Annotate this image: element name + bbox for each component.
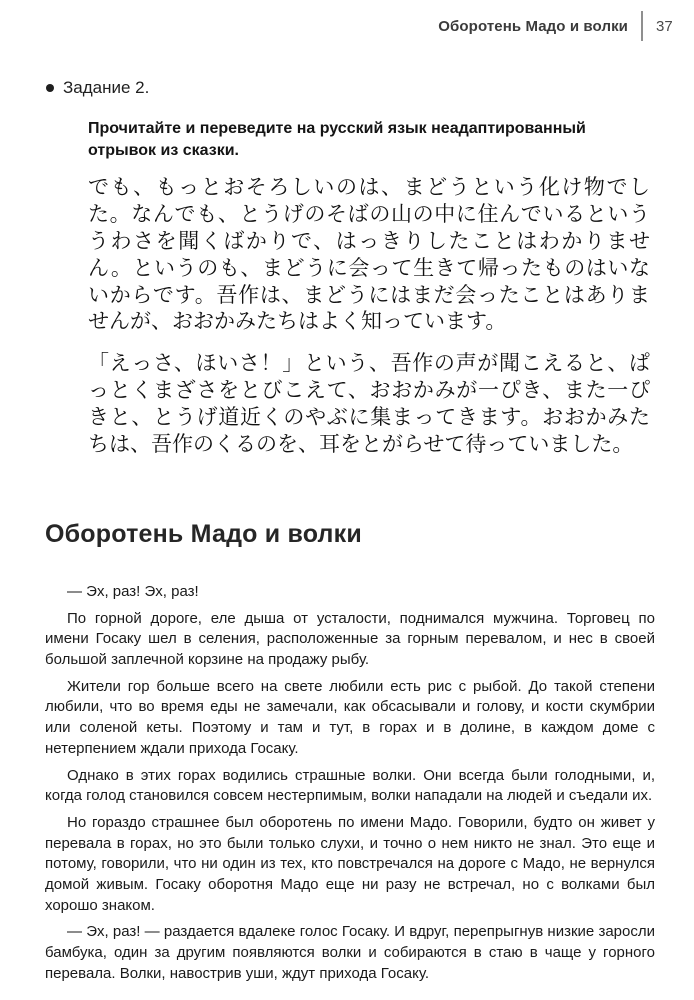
bullet-icon xyxy=(46,84,54,92)
story-paragraph: — Эх, раз! — раздается вдалеке голос Госаку. И вдруг, перепрыгнув низкие заросли бамбука, один за другим появляются волки и собираются в стаю в чаще у горного перевала. Волки, навострив уши, ждут прихода Госаку. xyxy=(45,923,655,982)
running-head-title: Оборотень Мадо и волки xyxy=(438,17,628,35)
japanese-excerpt xyxy=(88,174,650,473)
story-paragraph: Но гораздо страшнее был оборотень по имени Мадо. Говорили, будто он живет у перевала в горах, но это были только слухи, и точно о нем никто не знал. Это еще и потому, говорили, что ни один из тех, кто повстречался на дороге с Мадо, не вернулся домой живым. Госаку оборотня Мадо еще ни разу не встречал, но с волками был хорошо знаком. xyxy=(45,813,655,914)
story-paragraph: Однако в этих горах водились страшные волки. Они всегда были голодными, и, когда голод становился совсем нестерпимым, волки нападали на людей и съедали их. xyxy=(45,766,655,805)
story-paragraph: По горной дороге, еле дыша от усталости, поднимался мужчина. Торговец по имени Госаку шел в селения, расположенные за горным перевалом, и нес в своей большой заплечной корзине на продажу рыбу. xyxy=(45,609,655,669)
story-text xyxy=(45,582,655,990)
section-title: Оборотень Мадо и волки xyxy=(45,520,362,548)
task-instruction: Прочитайте и переведите на русский язык неадаптированный отрывок из сказки. xyxy=(88,120,586,160)
story-paragraph: Жители гор больше всего на свете любили есть рис с рыбой. До такой степени любили, что во время еды не замечали, как обсасывали и голову, и кости скумбрии или соленой кеты. Поэтому и там и тут, в горах и в долине, в каждом доме с нетерпением ждали прихода Госаку. xyxy=(45,677,655,757)
task-label: Задание 2. xyxy=(63,78,150,97)
header-divider xyxy=(641,11,643,41)
story-paragraph: — Эх, раз! Эх, раз! xyxy=(67,583,199,600)
japanese-paragraph: でも、もっとおそろしいのは、まどうという化け物でした。なんでも、とうげのそばの山の中に住んでいるといううわさを聞くばかりで、はっきりしたことはわかりません。というのも、まどうに会って生きて帰ったものはいないからです。吾作は、まどうにはまだ会ったことはありませんが、おおかみたちはよく知っています。 xyxy=(88,175,650,334)
task-heading xyxy=(46,78,149,98)
page-number: 37 xyxy=(656,17,673,35)
running-header xyxy=(438,10,678,42)
japanese-paragraph: 「えっさ、ほいさ！」という、吾作の声が聞こえると、ぱっとくまざさをとびこえて、おおかみが一ぴき、また一ぴきと、とうげ道近くのやぶに集まってきます。おおかみたちは、吾作のくるのを、耳をとがらせて待っていました。 xyxy=(88,351,650,456)
